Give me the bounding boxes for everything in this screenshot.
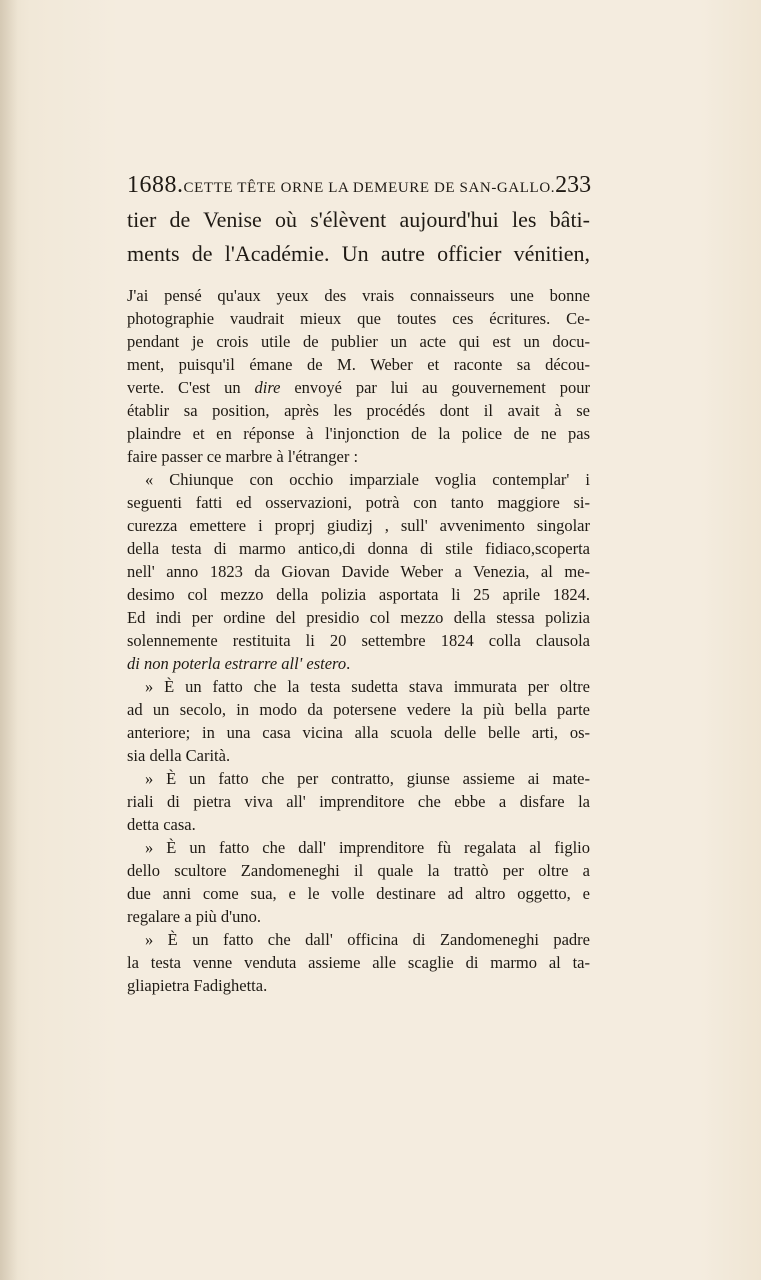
footnote-line: faire passer ce marbre à l'étranger :	[127, 447, 359, 466]
footnote-line: regalare a più d'uno.	[127, 907, 261, 926]
footnote-line: pendant je crois utile de publier un acte qui est un docu-	[127, 332, 590, 351]
body-line: ments de l'Académie. Un autre officier vénitien,	[127, 241, 590, 266]
running-head: CETTE TÊTE ORNE LA DEMEURE DE SAN-GALLO.	[183, 180, 556, 196]
footnote-line: ment, puisqu'il émane de M. Weber et raconte sa décou-	[127, 355, 590, 374]
footnote-line	[127, 376, 590, 399]
footnote-italic-phrase: di non poterla estrarre all' estero	[127, 654, 347, 673]
footnote-line: la testa venne venduta assieme alle scaglie di marmo al ta-	[127, 953, 590, 972]
footnote-line-part: envoyé par lui au gouvernement pour	[280, 378, 590, 397]
footnote-line: gliapietra Fadighetta.	[127, 976, 268, 995]
quoted-paragraph-5	[127, 928, 590, 997]
footnote-line: J'ai pensé qu'aux yeux des vrais connaisseurs une bonne	[127, 286, 590, 305]
margin-reference-number: 1688.	[127, 172, 184, 198]
footnote-line: due anni come sua, e le volle destinare ad altro oggetto, e	[127, 884, 590, 903]
page-gutter-shadow	[0, 0, 18, 1280]
footnote-line: desimo col mezzo della polizia asportata li 25 aprile 1824.	[127, 585, 590, 604]
footnote-italic-word: dire	[254, 378, 281, 397]
footnote-intro-paragraph	[127, 284, 590, 468]
footnote-line: solennemente restituita li 20 settembre 1824 colla clausola	[127, 631, 590, 650]
footnote-line: » È un fatto che dall' imprenditore fù regalata al figlio	[145, 838, 590, 857]
page-number: 233	[555, 172, 592, 198]
footnote-line: riali di pietra viva all' imprenditore che ebbe a disfare la	[127, 792, 590, 811]
footnote-line: della testa di marmo antico,di donna di stile fidiaco,scoperta	[127, 539, 590, 558]
quoted-paragraph-2	[127, 675, 590, 767]
quoted-paragraph-4	[127, 836, 590, 928]
footnote-line: seguenti fatti ed osservazioni, potrà con tanto maggiore si-	[127, 493, 590, 512]
footnote-line: nell' anno 1823 da Giovan Davide Weber a Venezia, al me-	[127, 562, 590, 581]
footnote-line: detta casa.	[127, 815, 196, 834]
footnote-line: Ed indi per ordine del presidio col mezzo della stessa polizia	[127, 608, 590, 627]
footnote-line: établir sa position, après les procédés dont il avait à se	[127, 401, 590, 420]
footnote-line	[127, 652, 590, 675]
quoted-paragraph-1	[127, 468, 590, 675]
footnote-line: sia della Carità.	[127, 746, 231, 765]
footnote-line: curezza emettere i proprj giudizj , sull' avvenimento singolar	[127, 516, 590, 535]
footnote-line: photographie vaudrait mieux que toutes ces écritures. Ce-	[127, 309, 590, 328]
footnote-line: ad un secolo, in modo da potersene vedere la più bella parte	[127, 700, 590, 719]
body-line: tier de Venise où s'élèvent aujourd'hui les bâti-	[127, 207, 590, 232]
footnote-line: » È un fatto che dall' officina di Zandomeneghi padre	[145, 930, 590, 949]
footnote-line: plaindre et en réponse à l'injonction de la police de ne pas	[127, 424, 590, 443]
main-body-text	[127, 203, 590, 271]
footnote-line: » È un fatto che per contratto, giunse assieme ai mate-	[145, 769, 590, 788]
footnote-line: dello scultore Zandomeneghi il quale la trattò per oltre a	[127, 861, 590, 880]
footnote-line: « Chiunque con occhio imparziale voglia contemplar' i	[145, 470, 590, 489]
footnote	[127, 284, 590, 997]
page-header	[127, 172, 590, 202]
footnote-line: » È un fatto che la testa sudetta stava immurata per oltre	[145, 677, 590, 696]
footnote-line-part: verte. C'est un	[127, 378, 255, 397]
footnote-line-part: .	[346, 654, 351, 673]
quoted-paragraph-3	[127, 767, 590, 836]
footnote-line: anteriore; in una casa vicina alla scuola delle belle arti, os-	[127, 723, 590, 742]
